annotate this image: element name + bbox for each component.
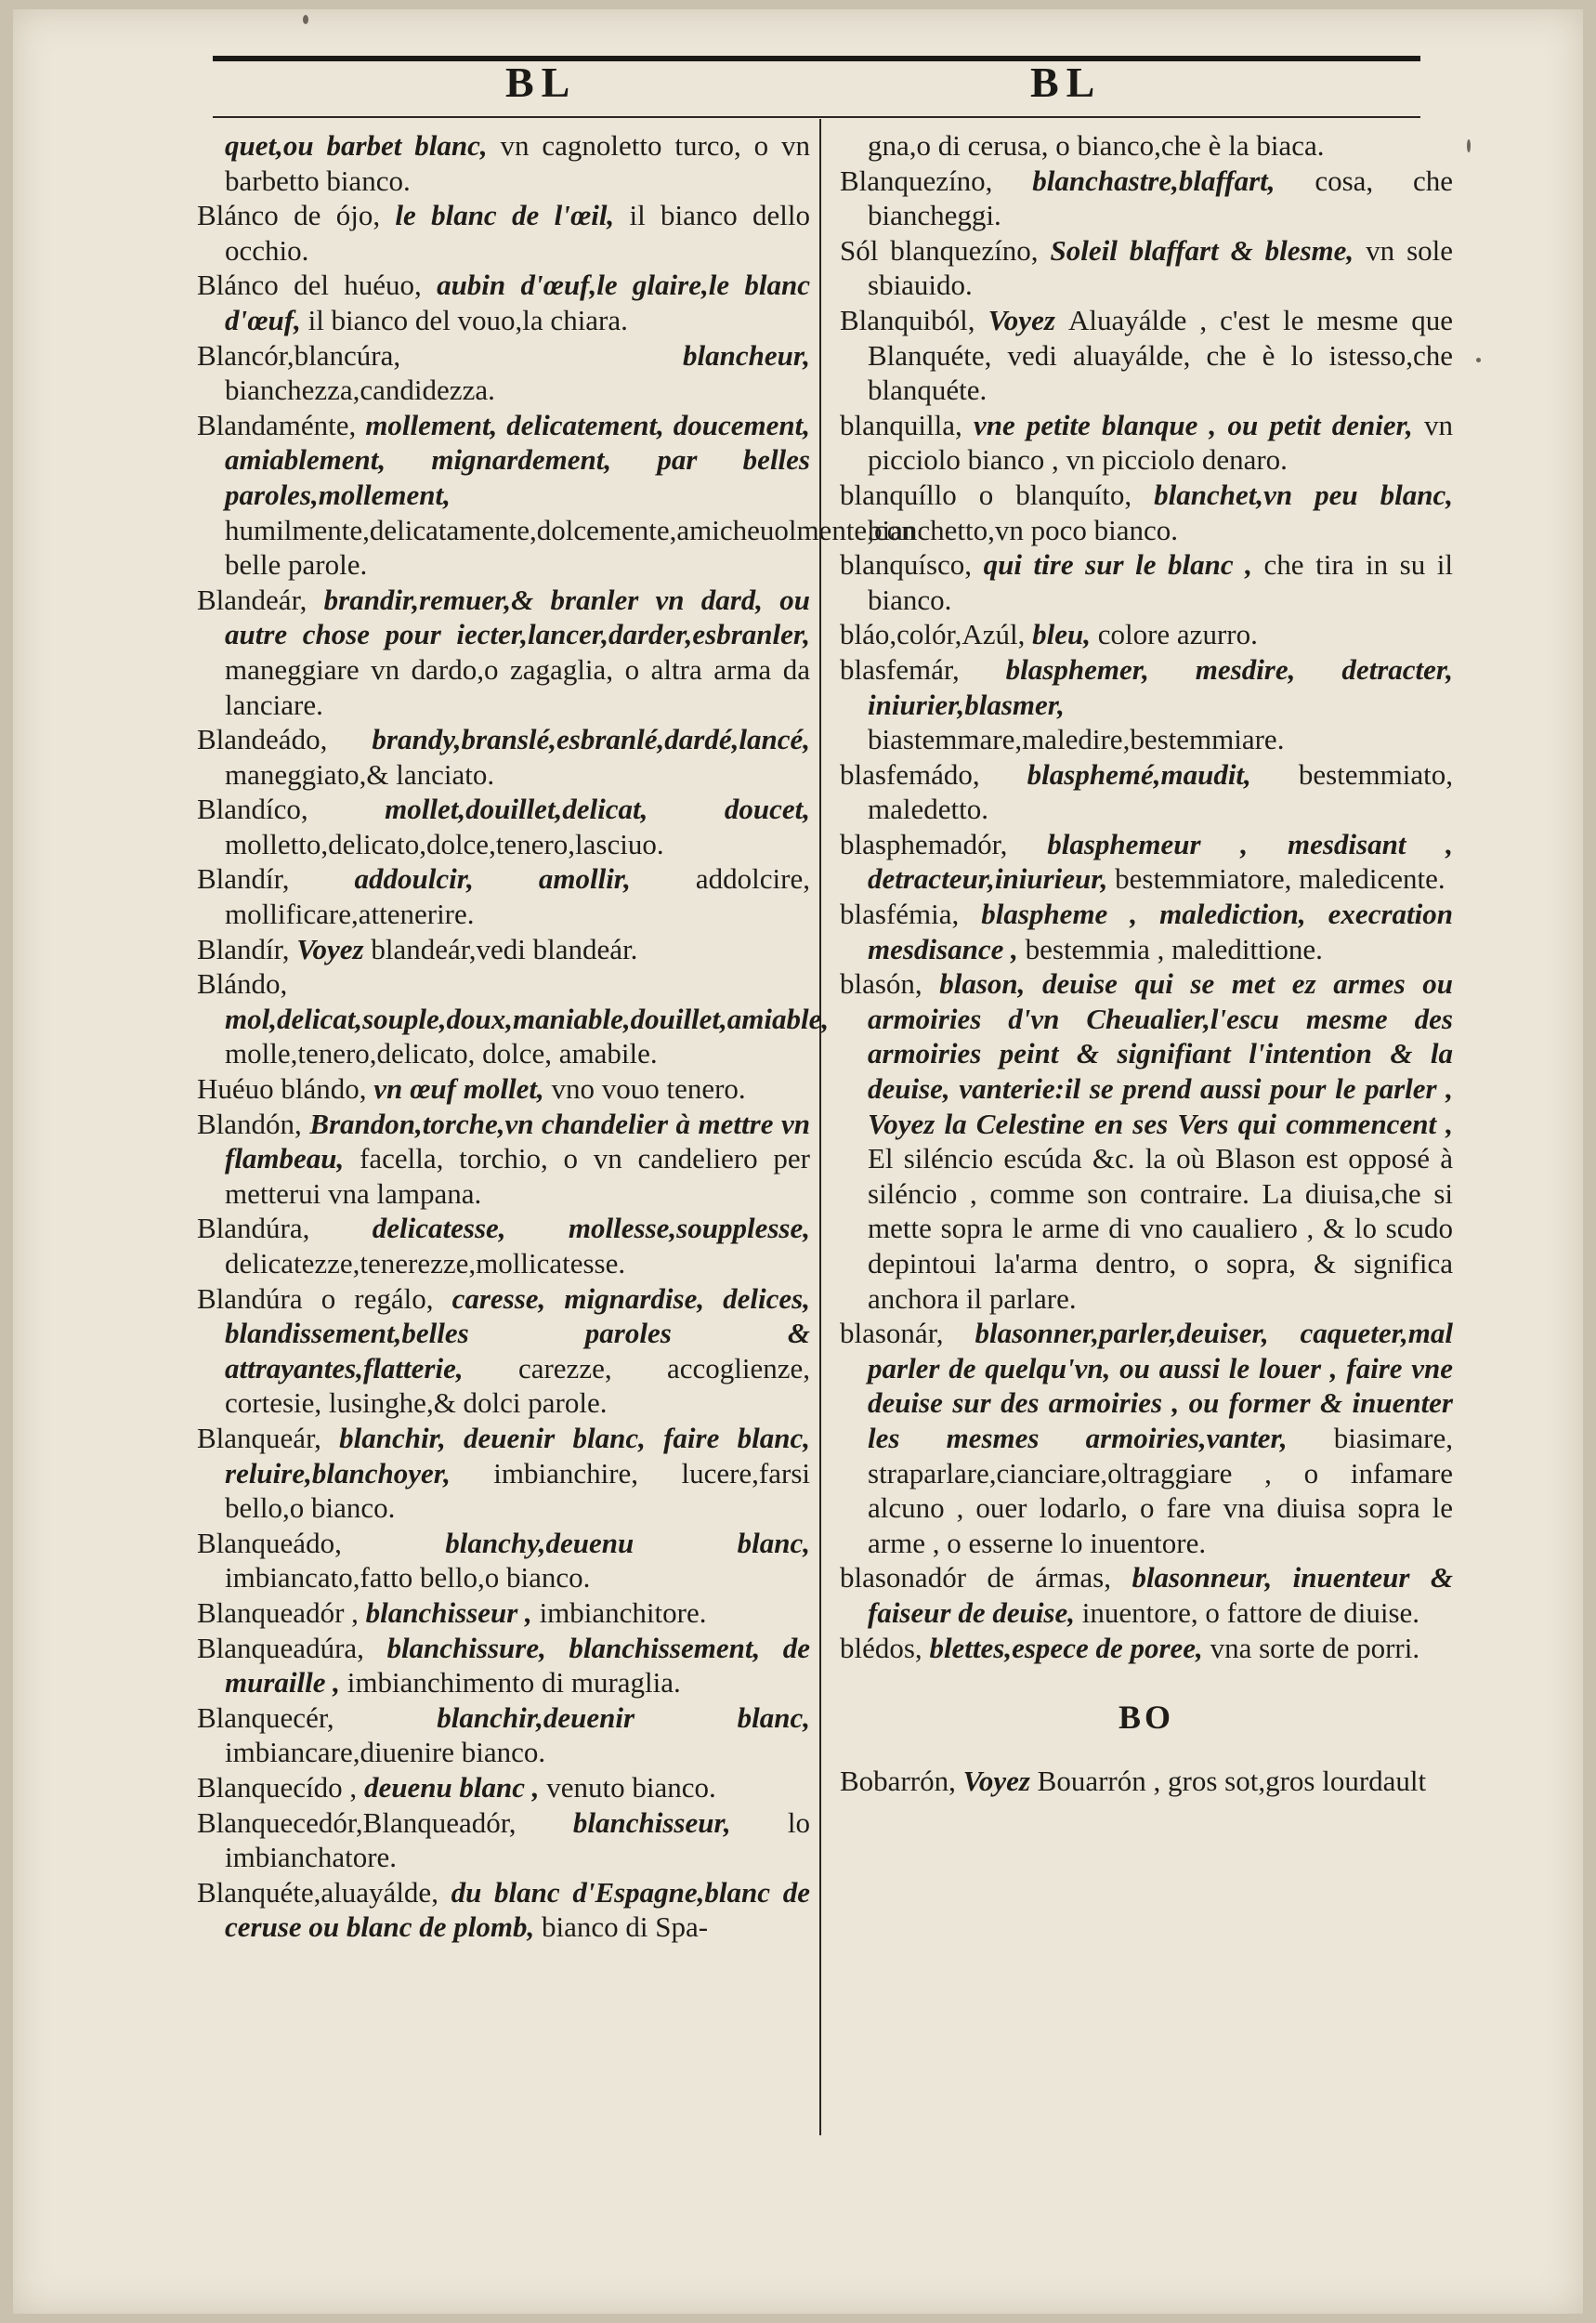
dictionary-entry xyxy=(197,1107,810,1212)
dictionary-entry xyxy=(197,1805,810,1875)
entry-headword: Blandúra, xyxy=(197,1212,373,1245)
column-divider xyxy=(819,119,821,2135)
dictionary-entry xyxy=(840,478,1453,547)
entry-headword: Blandón, xyxy=(197,1107,310,1140)
dictionary-entry xyxy=(197,583,810,722)
entry-italian: imbianchire, lucere,farsi bello,o bianco. xyxy=(225,1456,810,1525)
dictionary-entry xyxy=(197,1526,810,1595)
entry-french: mollet,douillet,delicat, doucet, xyxy=(385,793,810,826)
entry-italian: il bianco del vouo,la chiara. xyxy=(307,303,628,336)
dictionary-entry xyxy=(840,164,1453,233)
entry-french: blanchir, deuenir blanc, faire blanc, reluire,blanchoyer, xyxy=(225,1421,810,1490)
entry-french: vne petite blanque , ou petit denier, xyxy=(973,408,1424,441)
header-underline xyxy=(213,116,1420,118)
entry-headword: Huéuo blándo, xyxy=(197,1072,374,1106)
entry-italian: biasimare, straparlare,cianciare,oltraggiare , o infamare alcuno , ouer lodarlo, o fare vna diuisa sopra le arme , o esserne lo inuentore. xyxy=(868,1421,1453,1559)
entry-french: addoulcir, amollir, xyxy=(354,862,696,896)
entry-french: blasphemé,maudit, xyxy=(1027,757,1299,791)
entry-italian: humilmente,delicatamente,dolcemente,amicheuolmente,con belle parole. xyxy=(225,513,916,582)
entry-headword: Blandaménte, xyxy=(197,408,366,441)
dictionary-entry xyxy=(840,617,1453,652)
dictionary-entry xyxy=(197,1071,810,1107)
entry-french: blanchisseur , xyxy=(365,1595,540,1629)
entry-french: blanchastre,blaffart, xyxy=(1032,164,1315,197)
entry-french: brandy,branslé,esbranlé,dardé,lancé, xyxy=(372,723,810,756)
left-running-head: BL xyxy=(505,59,578,106)
entry-italian: facella, torchio, o vn candeliero per metterui vna lampana. xyxy=(225,1142,810,1210)
entry-headword: Blanqueádo, xyxy=(197,1526,446,1559)
dictionary-entry xyxy=(197,338,810,408)
entry-headword: blasonár, xyxy=(840,1317,975,1350)
entry-italian: bianchezza,candidezza. xyxy=(225,374,495,407)
entry-french: du blanc d'Espagne,blanc de ceruse ou blanc de plomb, xyxy=(225,1875,810,1944)
entry-headword: Bobarrón, xyxy=(840,1764,963,1797)
entry-headword: blanquíllo o blanquíto, xyxy=(840,478,1155,511)
entry-french: blanchissure, blanchissement, de muraille , xyxy=(225,1631,810,1700)
entry-headword: Blanquecedór,Blanqueadór, xyxy=(197,1805,573,1839)
dictionary-entry xyxy=(840,128,1453,164)
dictionary-entry-bobarron xyxy=(840,1764,1453,1799)
dictionary-entry xyxy=(197,722,810,792)
dictionary-entry xyxy=(197,1421,810,1526)
entry-french: blaspheme , malediction, execration mesdisance , xyxy=(868,898,1453,965)
entry-italian: colore azurro. xyxy=(1097,618,1258,651)
entry-italian: molle,tenero,delicato, dolce, amabile. xyxy=(225,1037,658,1070)
dictionary-entry xyxy=(197,1700,810,1770)
entry-french: blanchisseur, xyxy=(572,1805,788,1839)
dictionary-entry xyxy=(840,1631,1453,1666)
entry-italian: bianco di Spa- xyxy=(542,1910,709,1944)
entry-headword: Blanqueár, xyxy=(197,1421,340,1454)
dictionary-entry xyxy=(840,1316,1453,1560)
dictionary-entry xyxy=(840,408,1453,478)
entry-headword: blasonadór de ármas, xyxy=(840,1561,1132,1595)
entry-italian: cosa, che biancheggi. xyxy=(868,164,1454,232)
entry-headword: Blandír, xyxy=(197,932,297,965)
entry-italian: El siléncio escúda &c. la où Blason est opposé à siléncio , comme son contraire. La diuisa,che si mette sopra le arme di vno caualiero , & lo scudo depintoui la'arma dentro, o sopra, & significa anchora il parlare. xyxy=(868,1142,1453,1315)
entry-french: Brandon,torche,vn chandelier à mettre vn flambeau, xyxy=(225,1107,810,1175)
section-heading-bo: BO xyxy=(1118,1699,1174,1737)
entry-italian: bestemmia , maledittione. xyxy=(1025,932,1323,965)
entry-headword: Blancór,blancúra, xyxy=(197,338,684,372)
entry-italian: biastemmare,maledire,bestemmiare. xyxy=(868,723,1285,756)
dictionary-entry xyxy=(197,861,810,931)
entry-french: blettes,espece de poree, xyxy=(929,1631,1210,1664)
entry-italian: gna,o di cerusa, o bianco,che è la biaca. xyxy=(868,129,1325,162)
entry-italian: imbiancato,fatto bello,o bianco. xyxy=(225,1561,591,1595)
dictionary-entry xyxy=(840,303,1453,408)
ink-speck xyxy=(303,15,308,24)
dictionary-entry xyxy=(840,1560,1453,1630)
entry-italian: blandeár,vedi blandeár. xyxy=(371,932,638,965)
entry-italian: maneggiare vn dardo,o zagaglia, o altra arma da lanciare. xyxy=(225,652,810,721)
entry-italian: molletto,delicato,dolce,tenero,lasciuo. xyxy=(225,827,664,860)
dictionary-entry xyxy=(840,757,1453,827)
dictionary-entry xyxy=(197,128,810,198)
dictionary-entry xyxy=(197,1770,810,1805)
entry-headword: Sól blanquezíno, xyxy=(840,233,1051,267)
top-rule xyxy=(213,56,1420,61)
entry-headword: Blándo, xyxy=(197,967,288,1001)
entry-italian: vn cagnoletto turco, o vn barbetto bianco. xyxy=(225,129,811,197)
entry-headword: blasfemár, xyxy=(840,652,1006,686)
entry-headword: blasphemadór, xyxy=(840,827,1048,860)
entry-headword: blédos, xyxy=(840,1631,930,1664)
entry-headword: Blanqueadúra, xyxy=(197,1631,387,1664)
entry-french: mol,delicat,souple,doux,maniable,douillet,amiable, xyxy=(225,1002,830,1035)
entry-french: Soleil blaffart & blesme, xyxy=(1050,233,1367,267)
dictionary-entry xyxy=(197,966,830,1071)
dictionary-entry xyxy=(840,652,1453,757)
dictionary-page xyxy=(13,9,1583,2314)
entry-headword: Blanquezíno, xyxy=(840,164,1033,197)
entry-headword: blasón, xyxy=(840,967,940,1001)
entry-french: mollement, delicatement, doucement, amiablement, mignardement, par belles paroles,mollement, xyxy=(225,408,810,511)
entry-french: qui tire sur le blanc , xyxy=(983,548,1264,582)
entry-headword: Blandíco, xyxy=(197,793,386,826)
dictionary-entry xyxy=(197,268,810,337)
entry-italian: bianchetto,vn poco bianco. xyxy=(868,513,1179,546)
entry-italian: venuto bianco. xyxy=(546,1770,716,1804)
dictionary-entry xyxy=(840,897,1453,966)
entry-italian: imbianchitore. xyxy=(539,1595,707,1629)
entry-headword: blanquilla, xyxy=(840,408,974,441)
entry-french: Voyez xyxy=(296,932,372,965)
dictionary-entry xyxy=(840,547,1453,617)
entry-french: aubin d'œuf,le glaire,le blanc d'œuf, xyxy=(225,269,810,336)
entry-headword: blanquísco, xyxy=(840,548,984,582)
entry-italian: Aluayálde , c'est le mesme que Blanquéte, vedi aluayálde, che è lo istesso,che blanquéte. xyxy=(868,303,1453,407)
entry-italian: vna sorte de porri. xyxy=(1210,1631,1420,1664)
entry-french: blasonneur, inuenteur & faiseur de deuise, xyxy=(868,1561,1454,1629)
entry-french: bleu, xyxy=(1032,618,1098,651)
entry-headword: Blandír, xyxy=(197,862,355,896)
dictionary-entry xyxy=(197,1875,810,1945)
entry-headword: Blandeádo, xyxy=(197,723,373,756)
entry-french: caresse, mignardise, delices, blandissement,belles paroles & attrayantes,flatterie, xyxy=(225,1281,810,1385)
entry-french: blanchy,deuenu blanc, xyxy=(445,1526,810,1559)
ink-speck xyxy=(1476,358,1481,362)
entry-headword: Blanquiból, xyxy=(840,303,988,336)
entry-french: blanchet,vn peu blanc, xyxy=(1154,478,1454,511)
dictionary-entry xyxy=(197,792,810,861)
entry-headword: Blanquéte,aluayálde, xyxy=(197,1875,451,1909)
entry-french: Voyez xyxy=(962,1764,1038,1797)
entry-italian: imbiancare,diuenire bianco. xyxy=(225,1736,546,1769)
entry-headword: Blanqueadór , xyxy=(197,1595,366,1629)
entry-headword: Blanquecído , xyxy=(197,1770,364,1804)
dictionary-entry xyxy=(840,233,1453,303)
entry-french: vn œuf mollet, xyxy=(373,1072,552,1106)
entry-italian: lo imbianchatore. xyxy=(225,1805,811,1874)
entry-headword: Blandeár, xyxy=(197,583,324,616)
entry-french: blasphemeur , mesdisant , detracteur,iniurieur, xyxy=(868,827,1453,896)
dictionary-entry xyxy=(197,1211,810,1280)
entry-french: deuenu blanc , xyxy=(363,1770,547,1804)
entry-headword: blasfemádo, xyxy=(840,757,1027,791)
right-column xyxy=(840,128,1453,1798)
entry-italian: addolcire, mollificare,attenerire. xyxy=(225,862,810,931)
entry-headword: bláo,colór,Azúl, xyxy=(840,618,1033,651)
entry-french: le blanc de l'œil, xyxy=(395,199,630,232)
dictionary-entry xyxy=(197,1281,810,1421)
dictionary-entry xyxy=(197,1631,810,1700)
entry-french: delicatesse, mollesse,soupplesse, xyxy=(372,1212,810,1245)
dictionary-entry xyxy=(197,198,810,268)
entry-italian: delicatezze,tenerezze,mollicatesse. xyxy=(225,1247,626,1280)
entry-italian: Bouarrón , gros sot,gros lourdault xyxy=(1037,1764,1427,1797)
dictionary-entry xyxy=(840,966,1453,1316)
entry-italian: carezze, accoglienze, cortesie, lusinghe,& dolci parole. xyxy=(225,1351,810,1420)
ink-speck xyxy=(1467,139,1471,152)
dictionary-entry xyxy=(197,932,810,967)
entry-french: Voyez xyxy=(988,303,1068,336)
entry-french: blancheur, xyxy=(683,338,810,372)
entry-italian: vn picciolo bianco , vn picciolo denaro. xyxy=(868,408,1453,477)
entry-headword: Blanquecér, xyxy=(197,1700,438,1734)
entry-french: blanchir,deuenir blanc, xyxy=(437,1700,810,1734)
entry-headword: Blánco de ójo, xyxy=(197,199,396,232)
entry-french: brandir,remuer,& branler vn dard, ou autre chose pour iecter,lancer,darder,esbranler, xyxy=(225,583,810,651)
entry-french: quet,ou barbet blanc, xyxy=(225,129,501,162)
entry-italian: inuentore, o fattore de diuise. xyxy=(1081,1595,1420,1629)
entry-headword: blasfémia, xyxy=(840,898,982,931)
entry-french: blasonner,parler,deuiser, caqueter,mal parler de quelqu'vn, ou aussi le louer , faire vne deuise sur des armoiries , ou former & inuenter les mesmes armoiries,vanter, xyxy=(868,1317,1453,1454)
entry-italian: bestemmiatore, maledicente. xyxy=(1115,862,1446,896)
entry-italian: che tira in su il bianco. xyxy=(868,548,1453,616)
entry-italian: il bianco dello occhio. xyxy=(225,199,810,267)
entry-italian: maneggiato,& lanciato. xyxy=(225,757,495,791)
entry-headword: Blandúra o regálo, xyxy=(197,1281,452,1315)
entry-italian: bestemmiato, maledetto. xyxy=(868,757,1453,826)
dictionary-entry xyxy=(197,1595,810,1631)
entry-french: blason, deuise qui se met ez armes ou armoiries d'vn Cheualier,l'escu mesme des armoiries peint & signifiant l'intention & la deuise, vanterie:il se prend aussi pour le parler , Voyez la Celestine en ses Vers qui commencent , xyxy=(868,967,1453,1140)
entry-headword: Blánco del huéuo, xyxy=(197,269,438,302)
entry-italian: imbianchimento di muraglia. xyxy=(347,1666,681,1700)
entry-italian: vn sole sbiauido. xyxy=(868,233,1453,302)
entry-french: blasphemer, mesdire, detracter, iniurier,blasmer, xyxy=(868,652,1453,721)
dictionary-entry xyxy=(840,827,1453,897)
right-running-head: BL xyxy=(1030,59,1103,106)
entry-italian: vno vouo tenero. xyxy=(551,1072,746,1106)
